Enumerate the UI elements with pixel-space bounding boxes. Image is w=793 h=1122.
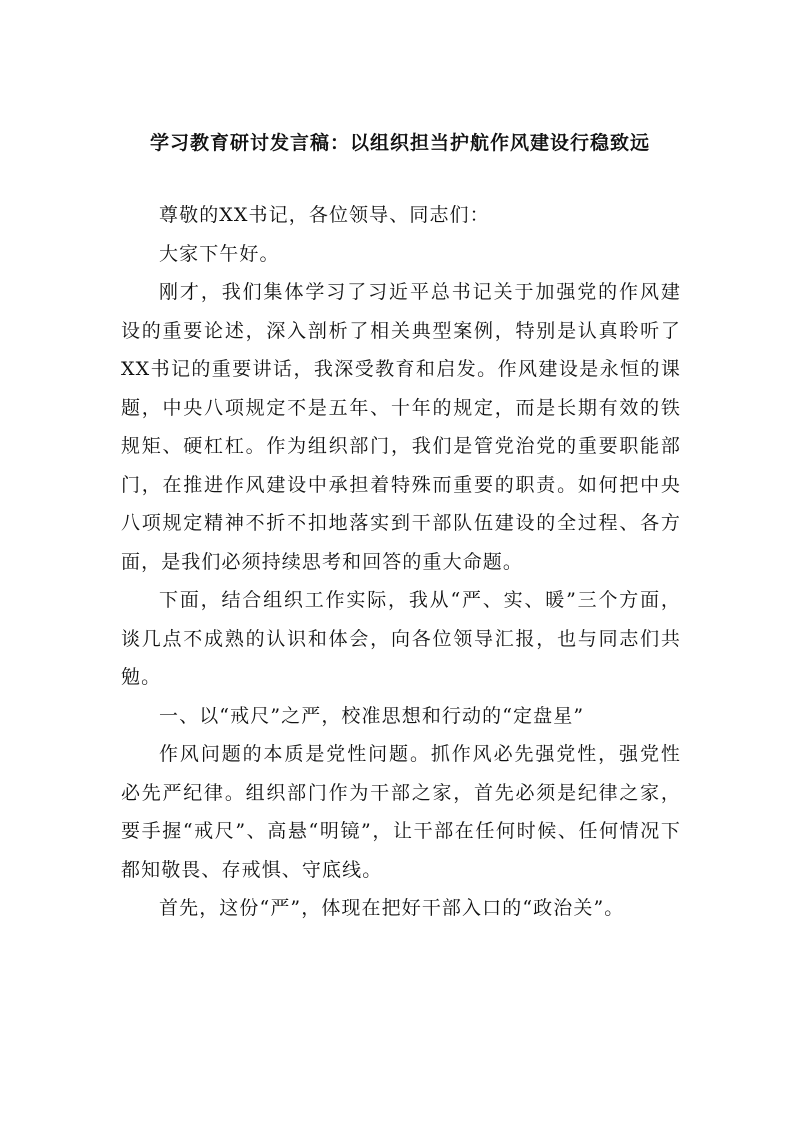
section-paragraph: 作风问题的本质是党性问题。抓作风必先强党性，强党性必先严纪律。组织部门作为干部之家，首先必须是纪律之家，要手握“戒尺”、高悬“明镜”，让干部在任何时候、任何情况下都知敬畏、存戒惧、守底线。 bbox=[121, 743, 681, 881]
outline-paragraph: 下面，结合组织工作实际，我从“严、实、暖”三个方面，谈几点不成熟的认识和体会，向各位领导汇报，也与同志们共勉。 bbox=[121, 589, 681, 688]
section-paragraph: 首先，这份“严”，体现在把好干部入口的“政治关”。 bbox=[159, 897, 625, 919]
intro-paragraph: 刚才，我们集体学习了习近平总书记关于加强党的作风建设的重要论述，深入剖析了相关典型案例，特别是认真聆听了XX书记的重要讲话，我深受教育和启发。作风建设是永恒的课题，中央八项规定不是五年、十年的规定，而是长期有效的铁规矩、硬杠杠。作为组织部门，我们是管党治党的重要职能部门，在推进作风建设中承担着特殊而重要的职责。如何把中央八项规定精神不折不扣地落实到干部队伍建设的全过程、各方面，是我们必须持续思考和回答的重大命题。 bbox=[121, 281, 681, 573]
greeting-paragraph: 大家下午好。 bbox=[159, 242, 280, 265]
salutation-paragraph: 尊敬的XX书记，各位领导、同志们： bbox=[159, 204, 490, 226]
section-heading: 一、以“戒尺”之严，校准思想和行动的“定盘星” bbox=[159, 704, 585, 727]
document-title: 学习教育研讨发言稿：以组织担当护航作风建设行稳致远 bbox=[149, 132, 650, 154]
document-body bbox=[121, 196, 681, 928]
